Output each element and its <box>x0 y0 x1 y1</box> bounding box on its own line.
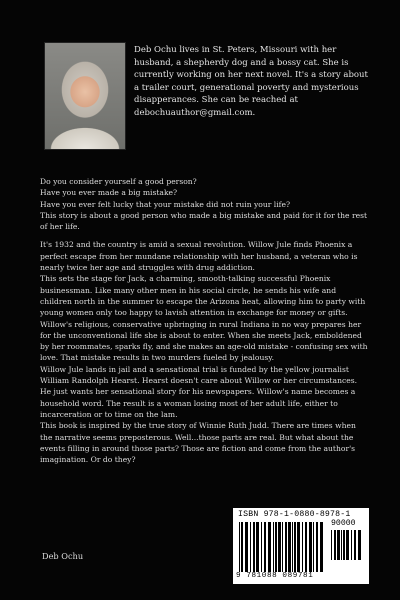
barcode-bar <box>331 530 332 560</box>
author-bio: Deb Ochu lives in St. Peters, Missouri with her husband, a shepherdy dog and a bossy cat. She is currently working on her next novel. It's a story about a trailer court, generational poverty and mysterious disapperances. She can be reached at debochuauthor@gmail.com. <box>134 45 368 118</box>
isbn-barcode <box>233 508 369 584</box>
barcode-bar <box>341 530 342 560</box>
paragraph-3: Willow's religious, conservative upbringing in rural Indiana in no way prepares her for the unconventional life she is about to enter. When she meets Jack, emboldened by her roommates, sparks fly, and she makes an age-old mistake - confusing sex with love. That mistake results in two murders fueled by jealousy. <box>40 319 368 363</box>
question-1: Do you consider yourself a good person? <box>40 177 197 186</box>
barcode-bar <box>273 522 274 572</box>
paragraph-2: This sets the stage for Jack, a charming, smooth-talking successful Phoenix businessman. Like many other men in his social circle, he sends his wife and children north in the summer to escape the Arizona heat, allowing him to party with young women only too happy to lavish attention in exchange for money or gifts. <box>40 274 366 318</box>
barcode-bar <box>346 530 349 560</box>
barcode-bar <box>309 522 312 572</box>
barcode-bar <box>275 522 277 572</box>
barcode-bar <box>285 522 287 572</box>
barcode-bar <box>302 522 303 572</box>
barcode-bar <box>256 522 259 572</box>
barcode-bar <box>351 530 352 560</box>
ean-barcode <box>237 522 327 572</box>
barcode-bar <box>241 522 243 572</box>
author-photo <box>44 42 126 150</box>
paragraph-1: It's 1932 and the country is amid a sexual revolution. Willow Jule finds Phoenix a perfect escape from her mundane relationship with her husband, a veteran who is nearly twice her age and struggles with drug addiction. <box>40 240 358 273</box>
barcode-bar <box>264 522 266 572</box>
question-3: Have you ever felt lucky that your mistake did not ruin your life? <box>40 199 291 209</box>
barcode-bar <box>245 522 248 572</box>
barcode-bar <box>261 522 262 572</box>
barcode-bar <box>292 522 293 572</box>
price-barcode <box>329 530 363 560</box>
paragraph-5: This book is inspired by the true story of Winnie Ruth Judd. There are times when the narrative seems preposterous. Well...those parts are real. But what about the events filling in around those parts? Those are fiction and come from the author's imagination. Or do they? <box>40 421 356 465</box>
barcode-bar <box>278 522 281 572</box>
barcode-bar <box>354 530 356 560</box>
barcode-bar <box>294 522 296 572</box>
barcode-bar <box>253 522 255 572</box>
barcode-bar <box>250 522 251 572</box>
barcode-bar <box>288 522 291 572</box>
barcode-bar <box>239 522 240 572</box>
barcode-bar <box>282 522 283 572</box>
author-name: Deb Ochu <box>42 551 84 561</box>
barcode-bar <box>297 522 300 572</box>
ean-digits: 9 781088 089781 <box>236 572 314 580</box>
barcode-bar <box>337 530 340 560</box>
paragraph-4: Willow Jule lands in jail and a sensational trial is funded by the yellow journalist William Randolph Hearst. Hearst doesn't care about Willow or her circumstances. He just wants her sensational story for his newspapers. Willow's name becomes a household word. The result is a woman losing most of her adult life, either to incarceration or to time on the lam. <box>40 364 358 419</box>
price-code: 90000 <box>331 519 356 528</box>
barcode-bar <box>268 522 271 572</box>
question-2: Have you ever made a big mistake? <box>40 188 178 198</box>
barcode-bar <box>358 530 361 560</box>
barcode-bar <box>343 530 345 560</box>
isbn-label: ISBN 978-1-0880-8978-1 <box>238 510 351 519</box>
barcode-bar <box>305 522 307 572</box>
barcode-bar <box>334 530 336 560</box>
blurb <box>40 176 370 465</box>
barcode-bar <box>320 522 323 572</box>
barcode-bar <box>313 522 314 572</box>
question-4: This story is about a good person who made a big mistake and paid for it for the rest of her life. <box>40 210 368 232</box>
barcode-bar <box>316 522 318 572</box>
